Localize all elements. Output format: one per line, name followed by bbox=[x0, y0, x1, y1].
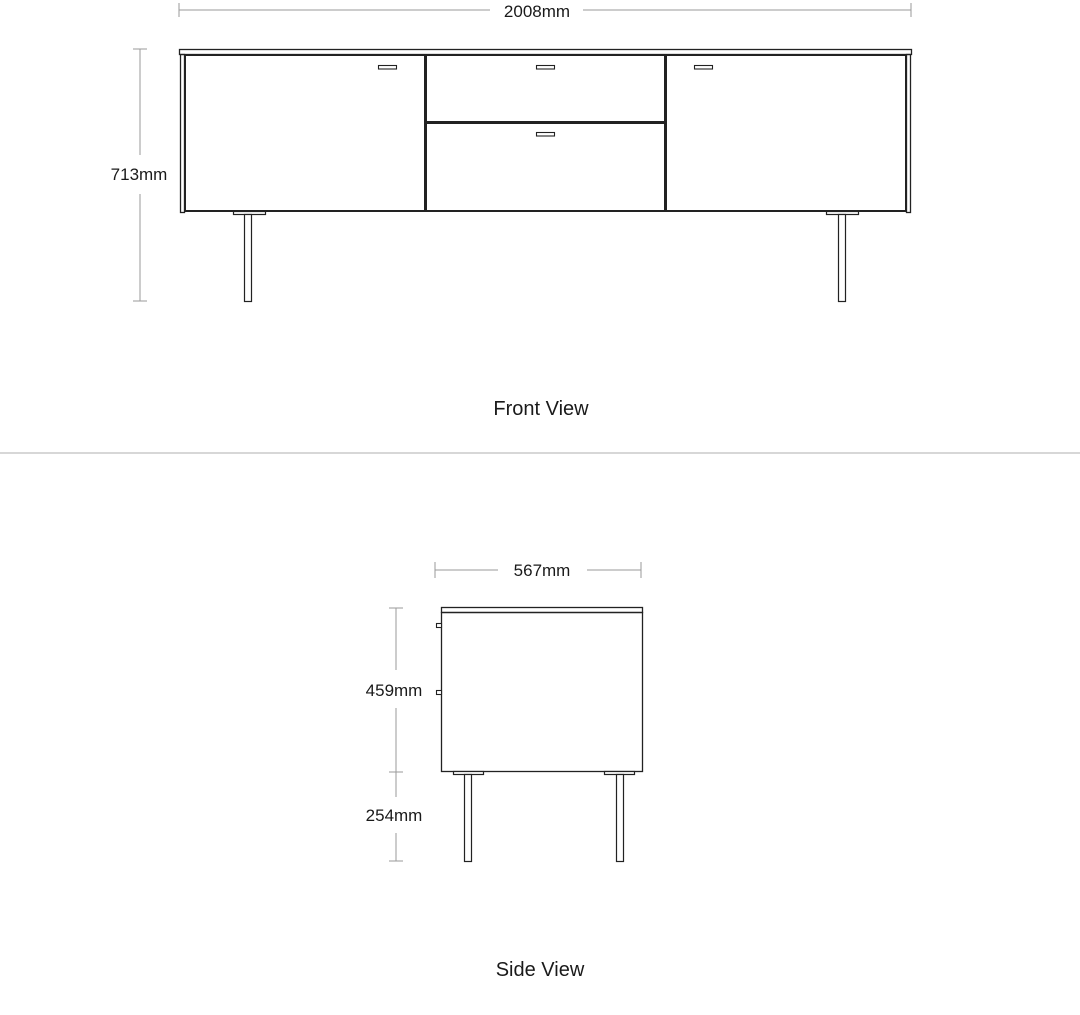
front-left-leg bbox=[245, 215, 252, 302]
left-door bbox=[185, 55, 425, 211]
side-height-dimensions bbox=[366, 608, 423, 861]
side-upper-handle bbox=[437, 624, 442, 628]
side-cabinet bbox=[437, 608, 643, 772]
front-width-label: 2008mm bbox=[503, 2, 571, 21]
front-width-dimension bbox=[179, 2, 911, 21]
left-door-handle bbox=[379, 66, 397, 70]
front-cabinet bbox=[180, 50, 912, 213]
side-cabinet-height-label: 459mm bbox=[365, 681, 423, 700]
front-view bbox=[111, 2, 912, 420]
side-lower-handle bbox=[437, 691, 442, 695]
front-view-caption: Front View bbox=[493, 398, 589, 420]
side-depth-label: 567mm bbox=[513, 561, 571, 580]
top-drawer-handle bbox=[537, 66, 555, 70]
front-height-dimension bbox=[111, 49, 168, 301]
side-view bbox=[366, 561, 643, 981]
right-door bbox=[666, 55, 906, 211]
side-leg-height-label: 254mm bbox=[365, 806, 423, 825]
front-legs bbox=[234, 212, 859, 302]
bottom-drawer-handle bbox=[537, 133, 555, 137]
front-height-label: 713mm bbox=[110, 165, 168, 184]
side-view-caption: Side View bbox=[495, 959, 585, 981]
side-depth-dimension bbox=[435, 561, 641, 580]
front-right-leg bbox=[839, 215, 846, 302]
side-front-leg bbox=[465, 775, 472, 862]
right-door-handle bbox=[695, 66, 713, 70]
side-back-leg bbox=[617, 775, 624, 862]
side-legs bbox=[454, 772, 635, 862]
